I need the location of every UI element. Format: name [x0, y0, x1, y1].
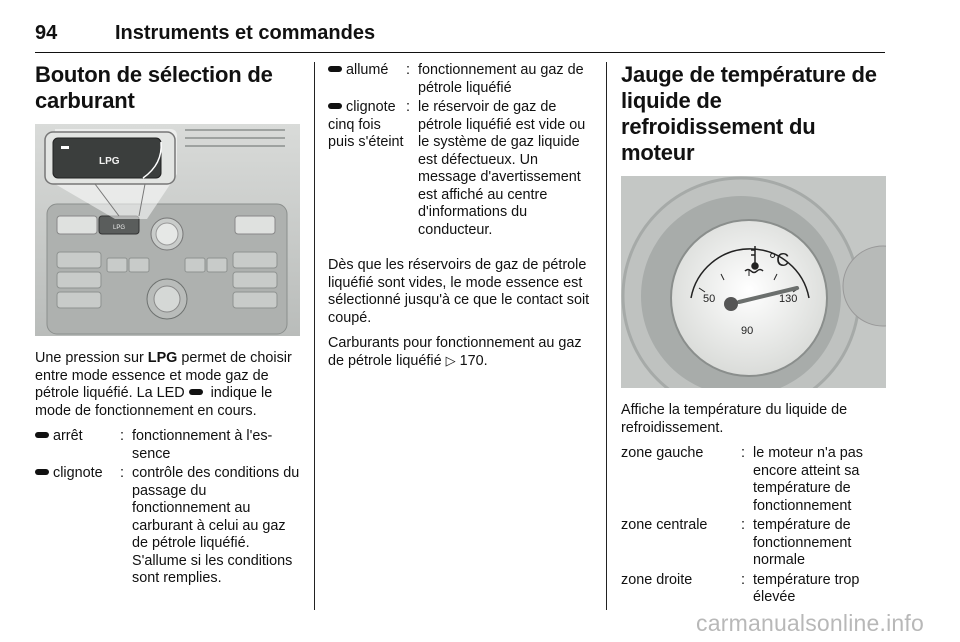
coolant-gauge-photo: [621, 176, 886, 388]
section-heading-fuel-selector: Bouton de sélection de carburant: [35, 62, 273, 113]
column-middle: [328, 62, 592, 378]
lpg-intro-paragraph: Une pression sur LPG permet de choisir entre mode essence et mode gaz de pétrole liquéfié. La LED indique le mode de fonctionnement en cours.: [35, 350, 292, 419]
column-divider: [606, 62, 607, 610]
definition-term: zone centrale: [621, 517, 708, 533]
definition-term: arrêt: [53, 428, 83, 444]
led-icon: [189, 389, 203, 395]
gauge-tick-label: 90: [741, 325, 754, 337]
lpg-keyword: LPG: [147, 350, 178, 366]
definition-desc: température de fonctionnement normale: [753, 517, 852, 568]
definition-desc: fonctionnement au gaz de pétrole liquéfié: [418, 62, 584, 96]
definition-row: clignote : contrôle des conditions du passage du fonctionnement au carburant à celui au gaz de pétrole liquéfié. S'allume si les conditions sont remplies.: [35, 465, 300, 588]
page-number: 94: [35, 22, 58, 44]
running-title: Instruments et commandes: [115, 22, 376, 44]
definition-row: zone gauche : le moteur n'a pas encore atteint sa température de fonctionnement: [621, 445, 886, 515]
definition-term: zone gauche: [621, 445, 704, 461]
column-divider: [314, 62, 315, 610]
gauge-intro-paragraph: Affiche la température du liquide de refroidissement.: [621, 402, 848, 436]
gauge-tick-label: 130: [779, 293, 798, 305]
definition-row: clignote cinq fois puis s'éteint : le réservoir de gaz de pétrole liquéfié est vide ou le système de gaz liquide est défectueux. Un message d'avertissement est affiché au centre d'informations du conducteur.: [328, 99, 592, 239]
fuel-reference-paragraph: Carburants pour fonctionnement au gaz de pétrole liquéfié ▷ 170.: [328, 335, 582, 369]
column-right: [621, 62, 886, 609]
definition-desc: contrôle des conditions du passage du fonctionnement au carburant à celui au gaz de pétrole liquéfié. S'allume si les conditions sont remplies.: [132, 465, 300, 586]
page-header: [35, 22, 885, 53]
lpg-button-photo: [35, 124, 300, 336]
section-heading-coolant-gauge: Jauge de température de liquide de refroidissement du moteur: [621, 62, 877, 165]
definition-desc: le réservoir de gaz de pétrole liquéfié est vide ou le système de gaz liquide est défectueux. Un message d'avertissement est affiché au centre d'informations du conducteur.: [418, 99, 586, 238]
gauge-tick-label: 50: [703, 293, 716, 305]
watermark: carmanualsonline.info: [696, 610, 924, 636]
definition-term: allumé: [346, 62, 389, 78]
led-icon: [35, 432, 49, 438]
definition-term: zone droite: [621, 571, 693, 588]
led-icon: [328, 103, 342, 109]
page-reference-arrow-icon: ▷: [445, 353, 456, 369]
definition-term: clignote: [53, 465, 103, 481]
definition-term: clignote cinq fois puis s'éteint: [328, 99, 404, 150]
definition-row: zone droite : température trop élevée: [621, 572, 886, 607]
page-reference-link[interactable]: 170.: [459, 352, 488, 369]
definition-row: zone centrale : température de fonctionnement normale: [621, 517, 886, 570]
lpg-callout-label: LPG: [99, 156, 120, 167]
definition-desc: le moteur n'a pas encore atteint sa température de fonctionnement: [753, 445, 863, 514]
led-icon: [35, 469, 49, 475]
definition-desc: fonctionnement à l'essence: [132, 428, 273, 462]
led-icon: [328, 66, 342, 72]
definition-row: arrêt : fonctionnement à l'essence: [35, 428, 300, 463]
dashboard-center-console-illustration: [35, 124, 300, 336]
empty-tank-paragraph: Dès que les réservoirs de gaz de pétrole liquéfié sont vides, le mode essence est sélectionné jusqu'à ce que le contact soit coupé.: [328, 257, 590, 326]
gauge-unit-label: °C: [769, 250, 790, 270]
definition-row: allumé : fonctionnement au gaz de pétrole liquéfié: [328, 62, 592, 97]
lpg-label-small: LPG: [113, 225, 126, 231]
coolant-gauge-illustration: [621, 176, 886, 388]
definition-desc: température trop élevée: [753, 571, 860, 605]
column-left: [35, 62, 300, 590]
